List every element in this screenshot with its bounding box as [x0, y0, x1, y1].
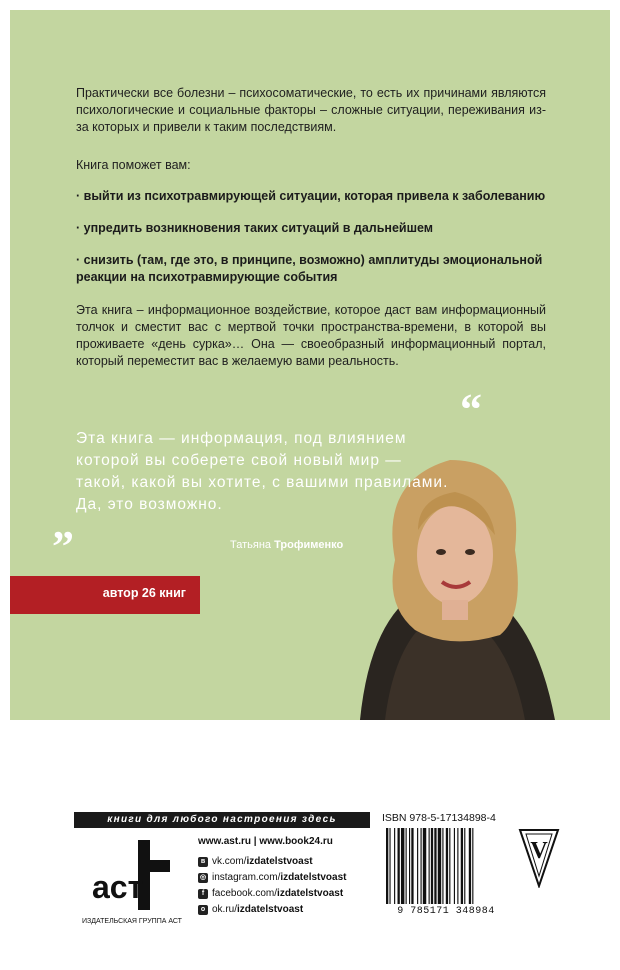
barcode-bar: [457, 828, 458, 904]
social-instagram: [198, 872, 347, 883]
barcode-bar: [394, 828, 395, 904]
barcode-bar: [398, 828, 400, 904]
barcode-bar: [423, 828, 426, 904]
barcode-bar: [434, 828, 436, 904]
closing-quote-mark: ”: [52, 522, 74, 571]
social-ok: [198, 904, 303, 915]
facebook-icon: f: [198, 889, 208, 899]
imprint-v-logo: [518, 828, 560, 888]
imprint-logo-text: V: [530, 838, 548, 864]
barcode-bar: [401, 828, 404, 904]
author-name: [230, 539, 343, 551]
intro-paragraph: Практически все болезни – психосоматические, то есть их причинами являются психологические и социальные факторы – сложные ситуации, переживания из-за которых и привели к таким последствиям.: [76, 86, 546, 134]
isbn-text: ISBN 978-5-17134898-4: [382, 812, 496, 824]
author-books-banner: [10, 576, 200, 614]
barcode-bar: [464, 828, 465, 904]
barcode-bar: [389, 828, 390, 904]
book-helps-label: Книга поможет вам:: [76, 158, 191, 172]
barcode-bar: [386, 828, 388, 904]
ok-icon: о: [198, 905, 208, 915]
instagram-icon: ◎: [199, 873, 207, 881]
barcode-number: 9 785171 348984: [397, 906, 495, 917]
barcode-bar: [469, 828, 471, 904]
ast-logo: [74, 834, 190, 934]
website-links: www.ast.ru | www.book24.ru: [198, 836, 333, 847]
bullet-item: · выйти из психотравмирующей ситуации, которая привела к заболеванию: [76, 189, 546, 203]
barcode-bar: [446, 828, 448, 904]
opening-quote-mark: “: [460, 385, 482, 434]
social-prefix: vk.com/: [212, 856, 247, 867]
back-cover-panel: [10, 10, 610, 720]
barcode-bar: [431, 828, 433, 904]
barcode-bar: [454, 828, 455, 904]
vk-icon: в: [198, 857, 208, 867]
social-handle: izdatelstvoast: [237, 904, 304, 915]
author-first-name: Татьяна: [230, 539, 272, 551]
social-handle: izdatelstvoast: [280, 872, 347, 883]
bullet-item: · снизить (там, где это, в принципе, возможно) амплитуды эмоциональной реакции на психотравмирующие события: [76, 253, 543, 284]
barcode-bar: [409, 828, 410, 904]
banner-text: автор 26 книг: [102, 586, 186, 600]
barcode-bar: [449, 828, 450, 904]
social-prefix: facebook.com/: [212, 888, 278, 899]
author-last-name: Трофименко: [274, 539, 344, 551]
social-prefix: ok.ru/: [212, 904, 238, 915]
social-prefix: instagram.com/: [212, 872, 281, 883]
social-handle: izdatelstvoast: [277, 888, 344, 899]
social-handle: izdatelstvoast: [246, 856, 313, 867]
ast-logo-icon: [74, 834, 190, 916]
slogan-bar: книги для любого настроения здесь: [74, 812, 370, 828]
bullet-item: · упредить возникновения таких ситуаций в дальнейшем: [76, 221, 434, 235]
barcode-bar: [438, 828, 441, 904]
barcode-bar: [421, 828, 422, 904]
barcode-bar: [429, 828, 430, 904]
ast-logo-text: аст: [92, 869, 144, 905]
barcode-bar: [417, 828, 418, 904]
barcode: [382, 828, 510, 906]
social-facebook: [198, 888, 343, 899]
barcode-bar: [406, 828, 407, 904]
barcode-bar: [461, 828, 463, 904]
publisher-name: ИЗДАТЕЛЬСКАЯ ГРУППА АСТ: [82, 918, 182, 925]
barcode-bar: [472, 828, 473, 904]
social-vk: [198, 856, 313, 867]
barcode-bar: [442, 828, 443, 904]
description-paragraph: Эта книга – информационное воздействие, которое даст вам информационный толчок и сместит вас с мертвой точки пространства-времени, в которой вы проживаете «день сурка»… Она — своеобразный информационный портал, который переместит вас в желаемую вами реальность.: [76, 303, 546, 368]
author-quote: Эта книга — информация, под влиянием которой вы соберете свой новый мир — такой, какой вы хотите, с вашими правилами. Да, это возможно.: [76, 430, 449, 513]
barcode-bar: [411, 828, 413, 904]
